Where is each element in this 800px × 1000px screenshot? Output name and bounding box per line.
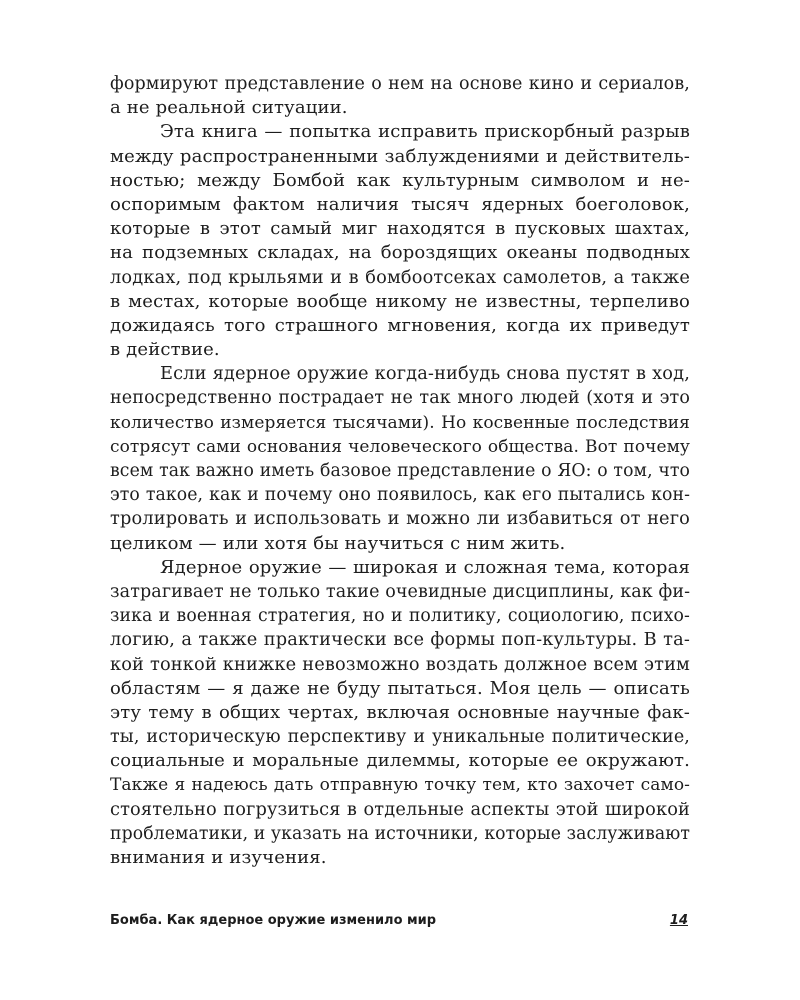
text-line: социальные и моральные дилеммы, которые ее окружают. — [110, 750, 690, 772]
text-line: на подземных складах, на бороздящих океаны подводных — [110, 242, 690, 264]
page-footer — [110, 913, 690, 933]
paragraph-1 — [110, 72, 690, 120]
text-line: ты, историческую перспективу и уникальные политические, — [110, 727, 690, 748]
text-line: формируют представление о нем на основе кино и сериалов, — [110, 74, 690, 94]
text-line: затрагивает не только такие очевидные дисциплины, как фи- — [110, 581, 691, 602]
text-line: в действие. — [110, 339, 220, 361]
text-line: дожидаясь того страшного мгновения, когда их приведут — [110, 314, 690, 336]
text-line: стоятельно погрузиться в отдельные аспекты этой широкой — [110, 799, 690, 820]
text-line: количество измеряется тысячами). Но косвенные последствия — [110, 412, 690, 433]
text-line: сотрясут сами основания человеческого общества. Вот почему — [110, 436, 690, 457]
text-line: непосредственно пострадает не так много людей (хотя и это — [110, 388, 690, 409]
text-line: эту тему в общих чертах, включая основные научные фак- — [110, 701, 690, 723]
text-line: Также я надеюсь дать отправную точку тем, кто захочет само- — [110, 775, 690, 796]
text-line: целиком — или хотя бы научиться с ним жить. — [110, 532, 566, 554]
paragraph-2 — [110, 120, 690, 362]
text-line: Ядерное оружие — широкая и сложная тема, которая — [160, 556, 690, 578]
text-line: тролировать и использовать и можно ли избавиться от него — [110, 509, 690, 530]
page-number: 14 — [669, 913, 688, 928]
text-line: проблематики, и указать на источники, которые заслуживают — [110, 823, 690, 844]
text-line: всем так важно иметь базовое представление о ЯО: о том, что — [110, 461, 690, 481]
text-line: зика и военная стратегия, но и политику, социологию, психо- — [110, 606, 690, 627]
text-line: логию, а также практически все формы поп-культуры. В та- — [110, 630, 690, 651]
text-line: внимания и изучения. — [110, 847, 327, 868]
text-line: ностью; между Бомбой как культурным символом и не- — [110, 169, 690, 191]
text-line: кой тонкой книжке невозможно воздать должное всем этим — [110, 654, 690, 675]
paragraph-4 — [110, 556, 690, 870]
text-line: Эта книга — попытка исправить прискорбный разрыв — [160, 121, 690, 143]
text-line: а не реальной ситуации. — [110, 97, 348, 119]
text-line: лодках, под крыльями и в бомбоотсеках самолетов, а также — [110, 267, 690, 288]
running-title: Бомба. Как ядерное оружие изменило мир — [110, 913, 437, 928]
text-line: областям — я даже не буду пытаться. Моя цель — описать — [110, 677, 690, 699]
text-line: Если ядерное оружие когда-нибудь снова пустят в ход, — [160, 364, 690, 385]
page-body — [110, 72, 690, 870]
text-line: которые в этот самый миг находятся в пусковых шахтах, — [110, 218, 690, 240]
text-line: оспоримым фактом наличия тысяч ядерных боеголовок, — [110, 193, 690, 215]
text-line: в местах, которые вообще никому не известны, терпеливо — [110, 290, 690, 312]
text-line: это такое, как и почему оно появилось, как его пытались кон- — [110, 485, 690, 506]
paragraph-3 — [110, 362, 690, 556]
text-line: между распространенными заблуждениями и действитель- — [110, 145, 690, 167]
